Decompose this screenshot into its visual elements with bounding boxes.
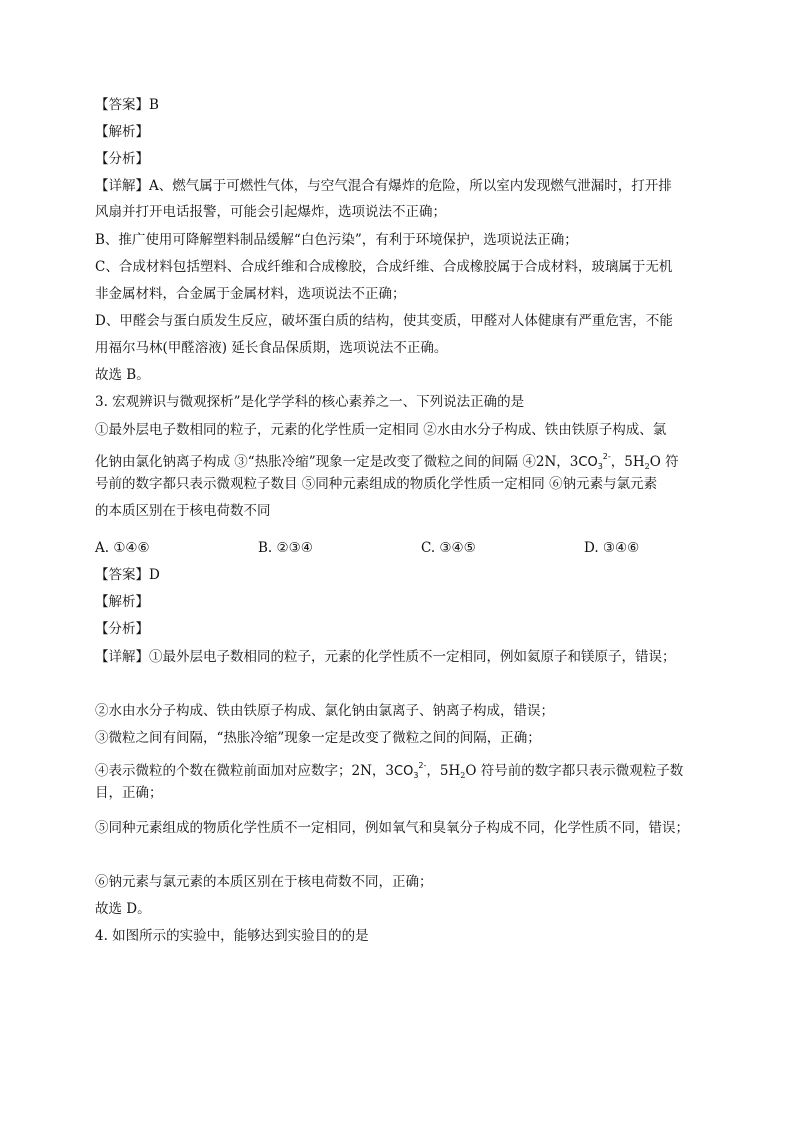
detail-text: ，5H bbox=[426, 763, 461, 779]
formula-superscript: 2- bbox=[602, 452, 611, 461]
question-4-title: 4. 如图所示的实验中，能够达到实验目的的是 bbox=[95, 928, 369, 944]
detail-line: 非金属材料，合金属于金属材料，选项说法不正确； bbox=[95, 286, 406, 302]
option-b: B. ②③④ bbox=[258, 540, 313, 556]
formula-superscript: 2- bbox=[418, 761, 427, 770]
detail-line bbox=[95, 756, 705, 786]
answer-label: 【答案】D bbox=[95, 567, 160, 583]
detail-line: ③微粒之间有间隔，“热胀冷缩”现象一定是改变了微粒之间的间隔，正确； bbox=[95, 730, 541, 746]
formula-subscript: 3 bbox=[597, 462, 603, 471]
detail-line: ②水由水分子构成、铁由铁原子构成、氯化钠由氯离子、钠离子构成，错误； bbox=[95, 703, 554, 719]
analysis-label: 【解析】 bbox=[95, 594, 149, 610]
question-3-statement: ①最外层电子数相同的粒子，元素的化学性质一定相同 ②水由水分子构成、铁由铁原子构成、氯 bbox=[95, 422, 667, 438]
detail-text: ④表示微粒的个数在微粒前面加对应数字；2N，3 bbox=[95, 763, 394, 779]
detail-line: C、合成材料包括塑料、合成纤维和合成橡胶，合成纤维、合成橡胶属于合成材料，玻璃属于无机 bbox=[95, 259, 673, 275]
carbonate-formula bbox=[578, 452, 611, 471]
fenxi-label: 【分析】 bbox=[95, 621, 149, 637]
conclusion-line: 故选 D。 bbox=[95, 901, 151, 917]
question-3-statement: 号前的数字都只表示微观粒子数目 ⑤同种元素组成的物质化学性质一定相同 ⑥钠元素与氯元素 bbox=[95, 476, 658, 492]
conclusion-line: 故选 B。 bbox=[95, 367, 150, 383]
fenxi-label: 【分析】 bbox=[95, 151, 149, 167]
detail-line: 目，正确； bbox=[95, 785, 163, 801]
detail-line: 【详解】①最外层电子数相同的粒子，元素的化学性质不一定相同，例如氦原子和镁原子，错误； bbox=[95, 649, 676, 665]
question-3-statement: 的本质区别在于核电荷数不同 bbox=[95, 503, 271, 519]
detail-text: O 符号前的数字都只表示微观粒子数 bbox=[465, 763, 684, 779]
detail-line: ⑤同种元素组成的物质化学性质不一定相同，例如氧气和臭氧分子构成不同，化学性质不同，错误； bbox=[95, 820, 689, 836]
option-d: D. ③④⑥ bbox=[584, 540, 640, 556]
formula-text: CO bbox=[394, 764, 414, 779]
formula-text: CO bbox=[578, 455, 598, 470]
statement-text: ，5H bbox=[610, 454, 645, 470]
detail-line: D、甲醛会与蛋白质发生反应，破坏蛋白质的结构，使其变质，甲醛对人体健康有严重危害，不能 bbox=[95, 313, 673, 329]
detail-line: 用福尔马林(甲醛溶液) 延长食品保质期，选项说法不正确。 bbox=[95, 340, 448, 356]
detail-line: ⑥钠元素与氯元素的本质区别在于核电荷数不同，正确； bbox=[95, 874, 433, 890]
detail-line: 【详解】A、燃气属于可燃性气体，与空气混合有爆炸的危险，所以室内发现燃气泄漏时，打开排 bbox=[95, 178, 672, 194]
formula-subscript: 3 bbox=[413, 771, 419, 780]
option-a: A. ①④⑥ bbox=[95, 540, 150, 556]
statement-text: 化钠由氯化钠离子构成 ③“热胀冷缩”现象一定是改变了微粒之间的间隔 ④2N，3 bbox=[95, 454, 579, 470]
detail-line: 风扇并打开电话报警，可能会引起爆炸，选项说法不正确； bbox=[95, 204, 446, 220]
analysis-label: 【解析】 bbox=[95, 124, 149, 140]
question-3-statement bbox=[95, 447, 705, 477]
water-subscript: 2 bbox=[644, 462, 650, 471]
statement-text: O 符 bbox=[649, 454, 679, 470]
detail-line: B、推广使用可降解塑料制品缓解“白色污染”，有利于环境保护，选项说法正确； bbox=[95, 232, 578, 248]
question-3-title: 3. 宏观辨识与微观探析”是化学学科的核心素养之一、下列说法正确的是 bbox=[95, 394, 525, 410]
option-c: C. ③④⑤ bbox=[421, 540, 476, 556]
water-subscript: 2 bbox=[460, 771, 466, 780]
carbonate-formula bbox=[394, 761, 427, 780]
answer-label: 【答案】B bbox=[95, 97, 159, 113]
